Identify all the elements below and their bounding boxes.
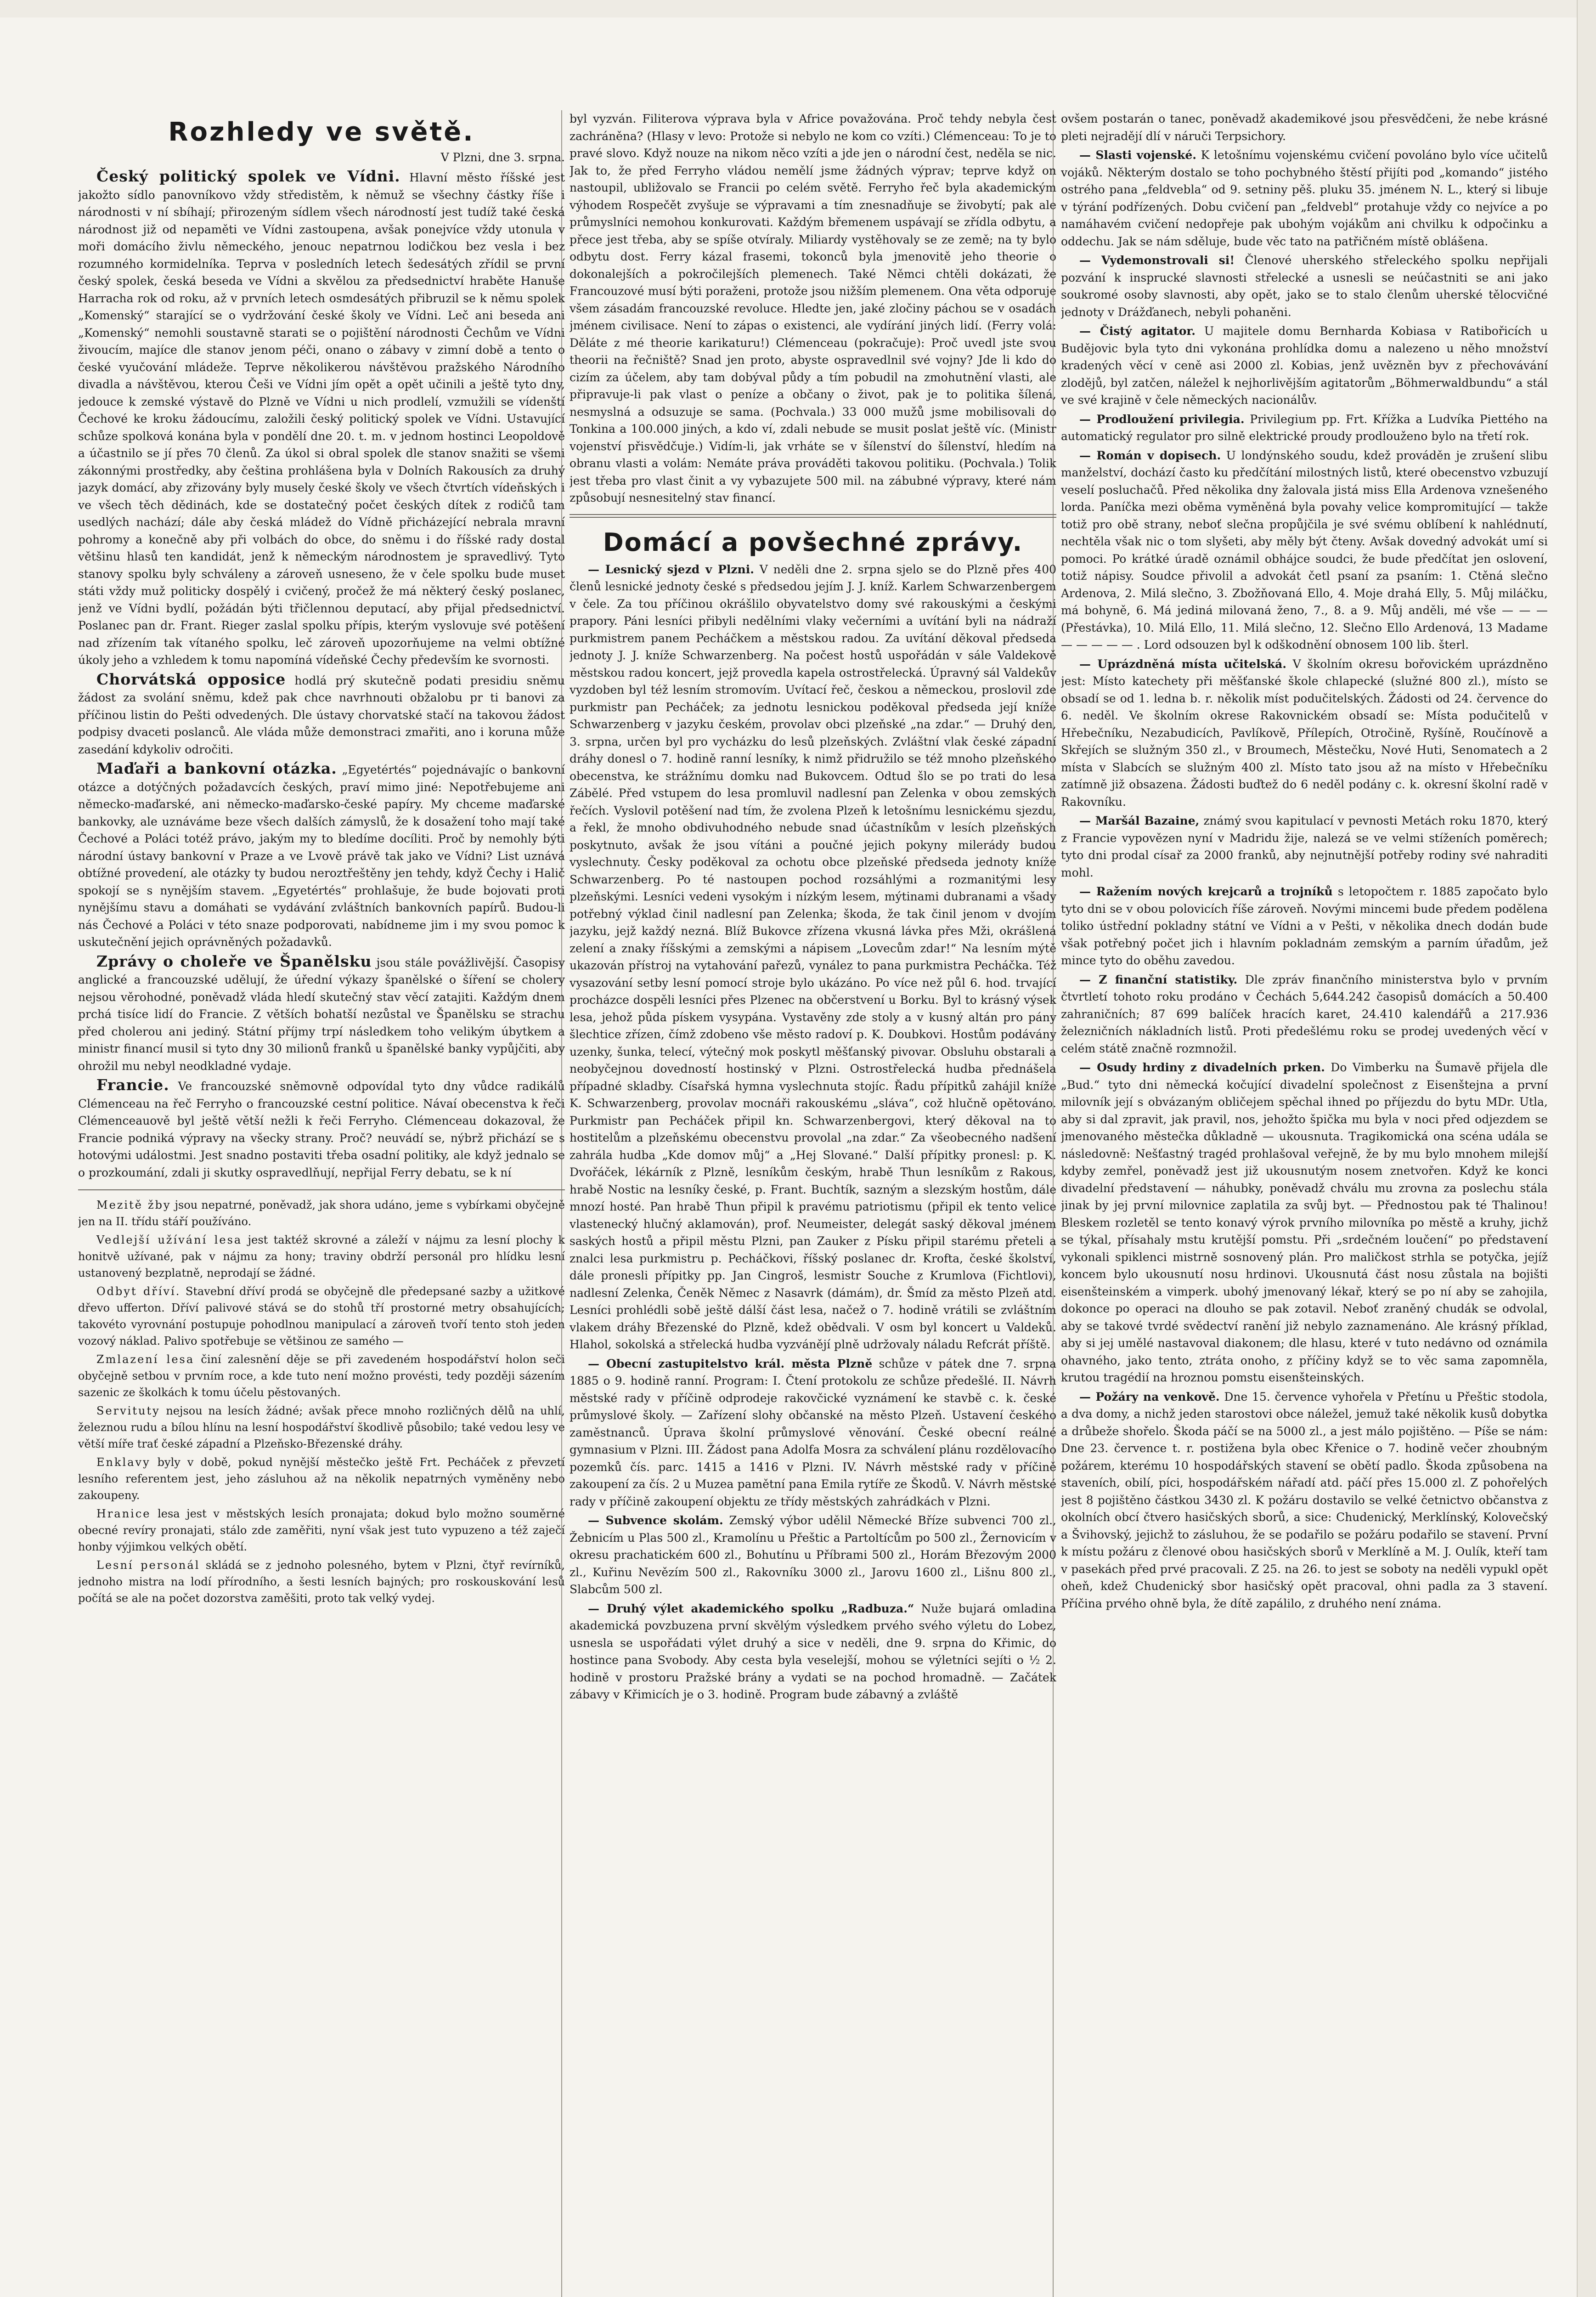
article-headline: — Osudy hrdiny z divadelních prken. <box>1079 1061 1325 1074</box>
article-paragraph <box>78 1232 565 1281</box>
article-headline: — Z finanční statistiky. <box>1079 973 1238 986</box>
article-body: V školním okresu bořovickém uprázdněno jest: Místo katechety při měšťanské škole chlapecké (služné 800 zl.), místo se obsadí se od 1. ledna b. r. několik míst podučitelských. Žádosti od 24. července do 6. neděl. Ve školním okrese Rakovnickém obsadí se: Místa podučitelů v Hřebečníku, Nezabudicích, Pavlíkově, Přílepích, Otročině, Ryšíně, Roučínově a Skřejích se služným 350 zl., v Broumech, Městečku, Nové Huti, Senomatech a 2 místa v Slabcích se služným 400 zl. Místo tato jsou až na místo v Hřebečníku zatímně již obsazena. Žádosti buďtež do 6 neděl podány c. k. okresní školní radě v Rakovníku. <box>1061 657 1548 809</box>
article-body: U majitele domu Bernharda Kobiasa v Ratibořicích u Budějovic byla tyto dni vykonána prohlídka domu a nalezeno u něho množství kradených věcí v ceně asi 2000 zl. Kobias, jenž uvězněn byv z přechovávání zlodějů, byl zatčen, náležel k nejhorlivějším agitatorům „Böhmerwaldbundu“ a stál ve své krajině v čele německých nacionálův. <box>1061 324 1548 407</box>
article-paragraph <box>1061 411 1548 445</box>
article-headline: Enklavy <box>96 1456 151 1469</box>
article-paragraph <box>570 1600 1056 1703</box>
article-paragraph <box>78 1076 565 1181</box>
article-headline: — Obecní zastupitelstvo král. města Plzně <box>588 1357 873 1370</box>
article-headline: Mezitě žby <box>96 1199 171 1211</box>
article-headline: — Román v dopisech. <box>1079 448 1221 462</box>
article-body: Do Vimberku na Šumavě přijela dle „Bud.“ tyto dni německá kočující divadelní společnost z Eisenštejna a první milovník její s obvázaným obličejem spěchal ihned po příjezdu do bytu MDr. Utla, aby si dal zpravit, jak pravil, nos, jehožto špička mu byla v noci před odjezdem se jmenovaného městečka důkladně — ukousnuta. Tragikomická ona scéna udála se následovně: Nešťastný tragéd prohlašoval veřejně, že by mu bylo mnohem milejší kdyby zemřel, poněvadž jest již ukousnutým nosem znetvořen. Když ke konci divadelní představení — náhubky, poněvadž chválu mu zrovna za poslechu stála jinak by jej první milovnice zaplatila za svůj byt. — Přednostou pak té Thalinou! Bleskem rozletěl se tento konavý výrok prvního milovníka po městě a kruhy, jichž se týkal, přísahaly mstu krutější pomstu. Při „srdečném loučení“ po představení vykonali spiklenci mistrně sosnovený plán. Pro maličkost strhla se potyčka, jejíž koncem bylo ukousnutí nosu hrdinovi. Ukousnutá část nosu zůstala na bojišti eisenšteinském a vimperk. ubohý jmenovaný lékař, který se po ní aby se zahojila, dokonce po operaci na dlouho se pak zotavil. Neboť zraněný chudák se odvolal, aby se takové tvrdé svědectví ranění již nebylo zaznamenáno. Ale krásný příklad, aby si jej umělé nastavoval diakonem; dle hlasu, které v tuto nedávno od oznámila ohavného, jako tento, ztráta onoho, z příčiny když se to věc sama zapomněla, krutou tragédií na hroznou pomstu eisenšteinských. <box>1061 1061 1548 1384</box>
article-body: Dne 15. července vyhořela v Přetínu u Přeštic stodola, a dva domy, a nichž jeden starostovi obce náležel, jemuž také několik kusů dobytka a drůbeže shořelo. Škoda páčí se na 5000 zl., a jest málo pojištěno. — Píše se nám: Dne 23. července t. r. postižena byla obec Křenice o 7. hodině večer zhoubným požárem, kterému 10 hospodářských stavení se obětí padlo. Škoda způsobena na staveních, obilí, píci, hospodářském nářadí atd. páčí přes 15.000 zl. Z pohořelých jest 8 pojištěno částkou 3430 zl. K požáru dostavilo se velké četnictvo občanstva z okolních obcí čtvero hasičských sborů, a sice: Chudenický, Merklínský, Kolovečský a Švihovský, jejichž to zásluhou, že se podařilo se požáru podařilo se stavení. První k místu požáru z členové obou hasičských sborů v Merklíně a M. J. Oulík, kteří tam v pasekách před prvé pracovali. Z 25. na 26. to jest se soboty na neděli vypukl opět oheň, kdež Chudenický sbor hasičský opět pracoval, ohni padla za 3 stavení. Příčina prvého ohně byla, že dítě zapálilo, z druhého není známa. <box>1061 1390 1548 1610</box>
article-paragraph <box>1061 812 1548 881</box>
article-headline: — Slasti vojenské. <box>1079 148 1196 162</box>
article-headline: — Uprázdněná místa učitelská. <box>1079 657 1286 671</box>
article-headline: Odbyt dříví. <box>96 1285 181 1298</box>
article-body: Dle zpráv finančního ministerstva bylo v prvním čtvrtletí tohoto roku prodáno v Čechách 5,644.242 časopisů domácích a 50.400 zahraničních; 87 699 balíček hracích karet, 24.410 kalendářů a 217.936 železničních nákladních listů. Proti předešlému roku se prodej uvedených věcí v celém státě značně rozmnožil. <box>1061 973 1548 1055</box>
article-headline: — Druhý výlet akademického spolku „Radbuza.“ <box>588 1601 914 1615</box>
col1-notices <box>78 1197 565 1607</box>
col2-articles <box>570 561 1056 1703</box>
article-paragraph <box>1061 1388 1548 1612</box>
article-paragraph <box>78 671 565 758</box>
column-separator <box>78 1189 565 1190</box>
article-headline: Chorvátská opposice <box>96 670 286 688</box>
article-paragraph <box>1061 1059 1548 1386</box>
article-paragraph <box>1061 252 1548 321</box>
article-body: hodlá prý skutečně podati presidiu sněmu žádost za svolání sněmu, kdež pak chce navrhnouti obžalobu pr ti banovi za příčinou listin do Pešti odvedených. Dle ústavy chorvatské stačí na takovou žádost podpisy dvaceti poslanců. Ale vláda může demonstraci zmařiti, ano i koruna může zasedání kdykoliv odročiti. <box>78 673 565 756</box>
article-body: jsou stále povážlivější. Časopisy anglické a francouzské udělují, že úřední výkazy španělské o šíření se cholery nejsou věrohodné, poněvadž vláda hledí skutečný stav věcí zatajiti. Každým dnem prchá tisíce lidí do Francie. Z větších bohatší nezůstal ve Španělsku se strachu před cholerou ani jediný. Státní příjmy trpí následkem toho velikým úbytkem a ministr financí musil si tyto dny 30 milionů franků u španělské banky vypůjčiti, aby ohrožil mu nebyl neodkladné vydaje. <box>78 956 565 1073</box>
column-2 <box>570 110 1056 2297</box>
dateline: V Plzni, dne 3. srpna. <box>440 151 565 164</box>
article-paragraph <box>78 168 565 669</box>
article-paragraph <box>570 1355 1056 1511</box>
article-body: schůze v pátek dne 7. srpna 1885 o 9. hodině ranní. Program: I. Čtení protokolu ze schůze předešlé. II. Návrh městské rady v příčině odprodeje rakovčické vyznámení ke stavbě c. k. české průmyslové školy. — Zařízení slohy občanské na město Plzeň. Ustavení českého zaměstnanců. Úprava školní průmyslové věnování. České obecní reálné gymnasium v Plzni. III. Žádost pana Adolfa Mosra za schválení plánu rozdělovacího pozemků čís. parc. 1415 a 1416 v Plzni. IV. Návrh městské rady v příčině zakoupení za čís. 2 u Muzea pamětní pana Emila rytíře ze Škodů. V. Návrh městské rady v příčině zakoupení objektu ze třídy městských zahrádkách v Plzni. <box>570 1357 1056 1508</box>
page-right-edge <box>1577 0 1596 2297</box>
article-paragraph <box>78 1283 565 1349</box>
article-headline: Vedlejší užívání lesa <box>96 1233 243 1246</box>
col1-articles <box>78 168 565 1181</box>
continued-text: byl vyzván. Filiterova výprava byla v Africe považována. Proč tehdy nebyla čest zachráněna? (Hlasy v levo: Protože si nebylo ne kom co vzíti.) Clémenceau: To je to pravé slovo. Když nouze na nikom něco vzíti a jde jen o národní čest, neděla se nic. Jak to, že před Ferryho vládou nemělí jsme žádných výprav; teprve když on nastoupil, ubližovalo se Francii po celém světě. Ferryho řeč byla akademickým výhodem Rospečět zvyšuje se výpravami a tím znesnadňuje se živobytí; pak ale průmyslníci nemohou konkurovati. Každým břemenem uspávají se zřídla odbytu, a přece jest třeba, aby se spíše otvíraly. Miliardy vystěhovaly se ze země; na ty bylo odbytu dost. Ferry kázal frasemi, tokonců byla jmenovitě jeho theorie o dokonalejších a pokročilejších plemenech. Také Němci chtěli dokázati, že Francouzové musí býti poraženi, protože jsou nižším plemenem. Ona věta odporuje všem zásadám francouzské revoluce. Hledte jen, jaké zločiny páchou se v osadách jménem civilisace. Není to zápas o existenci, ale vydírání jiných lidí. (Ferry volá: Děláte z mé theorie karikaturu!) Clémenceau (pokračuje): Proč uvedl jste svou theorii na řečniště? Snad jen proto, abyste ospravedlnil své vojny? Jde li kdo do cizím za účelem, aby tam dobýval půdy a tím pobudil na zmohutnění vlasti, ale připravuje-li pak vlast o peníze a občany o život, pak je to politika šílená, nesmyslná a odsuzuje se sama. (Pochvala.) 33 000 mužů jsme mobilisovali do Tonkina a 100.000 jiných, a kdo ví, zdali nebude se musit poslat ještě víc. (Ministr vojenství přisvědčuje.) Vidím-li, jak vrháte se v šílenství do šílenství, hledím na obranu vlasti a volám: Nemáte práva prováděti takovou politiku. (Pochvala.) Tolik jest třeba pro vlast činit a vy vybazujete 500 mil. na zábubné výpravy, které nám způsobují nesnesitelný stav financí. <box>570 112 1056 504</box>
article-headline: — Maršál Bazaine, <box>1079 814 1200 827</box>
article-paragraph <box>78 1197 565 1230</box>
article-headline: Hranice <box>96 1507 151 1520</box>
article-body: činí zalesnění děje se při zavedeném hospodářství holon seči obyčejně setbou v prvním roce, a kde tuto není možno provésti, tedy později sázením sazenic ze školkách k tomu účelu pěstovaných. <box>78 1353 565 1399</box>
article-body: Členové uherského střeleckého spolku nepřijali pozvání k insprucké slavnosti střelecké a usnesli se neúčastniti se ani jako soukromé osoby slavnosti, aby opět, jako se to stalo členům uherské tělocvičné jednoty v Drážďanech, nebyli pohaněni. <box>1061 254 1548 319</box>
continued-text: ovšem postarán o tanec, poněvadž akademikové jsou přesvědčeni, že nebe krásné pleti nejradějí dlí v náruči Terpsichory. <box>1061 112 1548 143</box>
article-body: Nuže bujará omladina akademická povzbuzena první skvělým výsledkem prvého svého výletu do Lobez, usnesla se uspořádati výlet druhý a sice v neděli, dne 9. srpna do Křimic, do hostince pana Svobody. Aby cesta byla veselejší, mohou se výletníci sejíti o ½ 2. hodině v prostoru Pražské brány a vydati se na pochod hromadně. — Začátek zábavy v Křimicích je o 3. hodině. Program bude zábavný a zvláště <box>570 1601 1056 1701</box>
article-paragraph <box>78 760 565 951</box>
article-paragraph <box>1061 883 1548 969</box>
article-paragraph <box>78 1403 565 1452</box>
article-paragraph <box>78 1557 565 1607</box>
article-headline: Servituty <box>96 1404 160 1417</box>
article-headline: — Prodloužení privilegia. <box>1079 412 1245 426</box>
article-paragraph <box>78 953 565 1075</box>
article-headline: Zprávy o choleře ve Španělsku <box>96 952 372 970</box>
article-body: lesa jest v městských lesích pronajata; dokud bylo možno souměrné obecné revíry pronajati, stálo zde zaměřiti, nyní však jest tuto vypuzeno a též zaječí honby výjimkou velkých obětí. <box>78 1507 565 1553</box>
article-headline: — Ražením nových krejcarů a trojníků <box>1079 885 1333 898</box>
article-body: „Egyetértés“ pojednávajíc o bankovní otázce a dotýčných požadavcích českých, praví mimo jiné: Nepotřebujeme ani německo-maďarské, ani německo-maďarsko-české papíry. My chceme maďarské bankovky, ale uznáváme beze všech dalších zámyslů, že k dosažení toho mají také Čechové a Poláci totéž právo, jakým my to bledíme docíliti. Proč by nemohly býti národní ústavy bankovní v Praze a ve Lvově právě tak jako ve Vídni? List uznává obtížné provedení, ale otázky ty budou neroztřeštěny jen tehdy, když Čechy i Halič spokojí se s nynějším stavem. „Egyetértés“ prohlašuje, že bude bojovati proti nynějšímu stavu a domáhati se vydávání zvláštních bankovních papírů. Budou-li nás Čechové a Poláci v této snaze podporovati, nabídneme jim i my svou pomoc k uskutečnění jejich oprávněných požadavků. <box>78 763 565 949</box>
article-body: Ve francouzské sněmovně odpovídal tyto dny vůdce radikálů Clémenceau na řeč Ferryho o francouzské cestní politice. Návaí obecenstva k řeči Clémenceauově byl ještě větší nežli k řeči Ferryho. Clémenceau dokazoval, že Francie podniká výpravy na všecky strany. Proč? neuvádí se, nýbrž přichází se s hotovými událostmi. Jest snadno postaviti třeba osadní politiky, ale když jednalo se o prozkoumání, zdali ji skutky ospravedlňují, nepřijal Ferry debatu, se k ní <box>78 1080 565 1179</box>
article-body: skládá se z jednoho polesného, bytem v Plzni, čtyř revírníků, jednoho mistra na lodí přírodního, a šesti lesních bajných; pro roskouskování lesů počítá se ale na počet dozorstva zaměšiti, proto tak velký vydej. <box>78 1559 565 1605</box>
article-headline: — Požáry na venkově. <box>1079 1390 1220 1403</box>
article-paragraph <box>570 1512 1056 1598</box>
article-paragraph <box>1061 656 1548 811</box>
article-body: K letošnímu vojenskému cvičení povoláno bylo více učitelů vojáků. Některým dostalo se toho pochybného štěstí přijíti pod „komando“ jistého ostrého pana „feldvebla“ od 9. setniny pěš. pluku 35. jménem N. L., který si libuje v týrání podřízených. Dobu cvičení pan „feldvebl“ protahuje vždy co nejvíce a po namáhavém cvičení nedopřeje pak ubohým vojákům ani chvilku k odpočinku a oddechu. Jak se nám sděluje, bude věc tato na patřičném místě oblášena. <box>1061 148 1548 248</box>
page-top-edge <box>0 0 1596 17</box>
article-body: byly v době, pokud nynější městečko ještě Frt. Pecháček z převzetí lesního referentem jest, jeho zásluhou až na několik nepatrných vyměněny nebo zakoupeny. <box>78 1456 565 1502</box>
section-title: Domácí a povšechné zprávy. <box>603 527 1023 557</box>
article-body: U londýnského soudu, kdež prováděn je zrušení slibu manželství, dochází často ku předčítání milostných listů, které obecenstvo vzbuzují veselí posluchačů. Před několika dny žalovala jistá miss Ella Ardenova vznešeného lorda. Paníčka mezi oběma vyměněná byla povahy velice kompromitující — takže totiž pro obě strany, neboť slečna propůjčila je své svému oblíbení k nahlédnutí, nechtěla však nic o tom slyšeti, aby měly být čteny. Avšak dovedný advokát umí si pomoci. Po krátké úradě oznámil obhájce soudci, že bude předčítat jen oslovení, totiž nápisy. Soudce přivolil a advokát četl psaní za psaním: 1. Ctěná slečno Ardenova, 2. Milá slečno, 3. Zbožňovaná Ello, 4. Moje drahá Elly, 5. Můj miláčku, má bohyně, 6. Má jediná milovaná ženo, 7., 8. a 9. Můj anděli, mé vše — — — (Přestávka), 10. Milá Ello, 11. Milá slečno, 12. Slečno Ello Ardenová, 13 Madame — — — — — . Lord odsouzen byl k odškodnění obnosem 100 lib. šterl. <box>1061 448 1548 651</box>
article-headline: Francie. <box>96 1076 169 1094</box>
article-paragraph <box>78 1505 565 1555</box>
article-body: V neděli dne 2. srpna sjelo se do Plzně přes 400 členů lesnické jednoty české s předsedou jejím J. J. kníž. Karlem Schwarzenbergem v čele. Za tou příčinou okrášlilo obyvatelstvo domy své rakouskými a českými prapory. Páni lesníci přibyli nedělními vlaky večerními a uvítání byli na nádraží purkmistrem panem Pecháčkem a městskou radou. Za uvítání děkoval předseda jednoty J. J. kníže Schwarzenberg. Na počest hostů uspořádán v sále Valdekově městskou radou koncert, jejž provedla kapela ostrostřelecká. Úpravný sál Valdekův vyzdoben byl též lesním stromovím. Uvítací řeč, českou a německou, proslovil zde purkmistr pan Pecháček; za jednotu lesnickou poděkoval předseda její kníže Schwarzenberg v jazyku českém, provolav obci plzeňské „na zdar.“ — Druhý den, 3. srpna, určen byl pro vycházku do lesů plzeňských. Zvláštní vlak české západní dráhy donesl o 7. hodině ranní lesníky, k nimž přidružilo se též mnoho plzeňského obecenstva, ke strážnímu domku nad Bukovcem. Odtud šlo se po trati do lesa Zábělé. Před vstupem do lesa promluvil nadlesní pan Zelenka v obou zemských řečích. Vyslovil potěšení nad tím, že zvolena Plzeň k letošnímu lesnickému sjezdu, a řekl, že mnoho obdivuhodného nebude snad účastníkům v lesích plzeňských poskytnuto, avšak že jsou vítáni a poučné jejich pokyny milerády budou vyslechnuty. Česky poděkoval za ochotu obce plzeňské předseda jednoty kníže Schwarzenberg. Po té nastoupen pochod rozsáhlými a rozmanitými lesy plzeňskými. Lesníci vedeni vysokým i nízkým lesem, mýtinami dubranami a všady potřebný výklad činil nadlesní pan Zelenka; škoda, že tak činil jenom v dvojím jazyku, jejž každý nezná. Blíž Bukovce zřízena vkusná lávka přes Mži, okrášlená zelení a znaky říšskými a zemskými a nápisem „Lovecům zdar!“ Na lesním mýtě ukazován přístroj na vytahování pařezů, vynález to pana purkmistra Pecháčka. Též vysazování setby lesní pomocí stroje bylo ukázáno. Po více než půl 6. hod. trvající procházce dospěli lesníci přes Plzenec na občerstvení u Borku. Byl to krásný výsek lesa, jehož půda pískem vysypána. Vystavěny zde stoly a v kusný altán pro pány šlechtice zřízen, čímž zdobeno vše město radoví p. K. Doubkovi. Hostům podávány uzenky, šunka, telecí, výtečný mok poskytl měšťanský pivovar. Obsluhu obstarali a neobyčejnou dovedností hostinský v Plzni. Ostrostřelecká hudba přednášela případné skladby. Císařská hymna vyslechnuta stojíc. Řadu přípitků zahájil kníže K. Schwarzenberg, provolav mocnáři rakouskému „sláva“, což hlučně opětováno. Purkmistr pan Pecháček připil kn. Schwarzenbergovi, který děkoval na to hostitelům a plzeňskému obecenstvu provolal „na zdar.“ Za všeobecného nadšení zahrála hudba „Kde domov můj“ a „Hej Slované.“ Další přípitky pronesl: p. K. Dvořáček, lékárník z Plzně, lesníkům českým, hrabě Thun lesníkům z Rakous, hrabě Nostic na lesníky české, p. Frant. Buchtík, sazným a slezským hostům, dále mnozí hosté. Pan hrabě Thun připil k pravému patriotismu (připil ek tento velice vlastenecký hlučný aklamován), prof. Neumeister, delegát saský děkoval jménem saských hostů a připil městu Plzni, pan Zauker z Písku připil starému přeteli a znalci lesa purkmistru p. Pecháčkovi, říšský poslanec dr. Krofta, české školství, dále pronesli přípitky pp. Jan Cingroš, lesmistr Souche z Krumlova (Fichtlovi), nadlesní Zelenka, Čeněk Němec z Nasavrk (dámám), dr. Šmíd za město Plzeň atd. Lesníci prohlédli sobě ještě dálší část lesa, načež o 7. hodině vrátili se zvláštním vlakem dráhy Březenské do Plzně, kdež obědvali. V osm byl koncert u Valdeků. Hlahol, sokolská a střelecká hudba vyzvánějí plně udržovaly náladu Refcrát příště. <box>570 562 1056 1351</box>
article-paragraph <box>570 561 1056 1353</box>
section-separator <box>570 514 1056 518</box>
article-headline: — Čistý agitator. <box>1079 324 1196 338</box>
column-1 <box>78 110 565 2297</box>
article-paragraph <box>1061 971 1548 1058</box>
article-body: nejsou na lesích žádné; avšak přece mnoho rozličných dělů na uhlí, železnou rudu a bílou hlínu na lesní hospodářství škodlivě působilo; také vedou lesy ve větší míře trať české západní a Plzeňsko-Březenské dráhy. <box>78 1404 565 1450</box>
article-paragraph <box>78 1454 565 1504</box>
article-body: Zemský výbor udělil Německé Bříze subvenci 700 zl., Žebnicím u Plas 500 zl., Kramolínu u Přeštic a Partoltícům po 500 zl., Žernovicím v okresu prachatickém 600 zl., Bohutínu u Příbrami 500 zl., Horám Březovým 2000 zl., Kuřinu Nevězím 500 zl., Rakovníku 3000 zl., Jarovu 1600 zl., Lišnu 800 zl., Slabcům 500 zl. <box>570 1514 1056 1596</box>
article-paragraph <box>1061 147 1548 250</box>
col3-articles <box>1061 147 1548 1612</box>
section-masthead: Rozhledy ve světě. <box>168 117 475 147</box>
article-headline: — Lesnický sjezd v Plzni. <box>588 562 754 576</box>
article-body: jest taktéž skrovné a záleží v nájmu za lesní plochy k honitvě užívané, pak v nájmu za hony; traviny obdrží personál pro hlídku lesní ustanovený bezplatně, neprodají se žádné. <box>78 1233 565 1279</box>
article-headline: Lesní personál <box>96 1559 200 1572</box>
article-headline: — Subvence skolám. <box>588 1514 723 1527</box>
article-paragraph <box>1061 447 1548 654</box>
article-body: Privilegium pp. Frt. Křížka a Ludvíka Piettého na automatický regulator pro silně elektrické proudy prodlouženo bylo na třetí rok. <box>1061 412 1548 443</box>
article-body: Hlavní město říšské jest jakožto sídlo panovníkovo vždy středistěm, k němuž se všechny částky říše i národnosti v ní sbíhají; přirozeným sídlem všech národností jest tudíž také česká národnost již od nepaměti ve Vídni zastoupena, avšak ponejvíce vždy utonula v moři domácího živlu německého, jenouc nepatrnou lodičkou bez vesla i bez rozumného kormidelníka. Teprva v posledních letech šedesátých zřídil se první český spolek, česká beseda ve Vídni a skvělou za předsednictví hraběte Hanuše Harracha rok od roku, až v prvních letech osmdesátých přibruzil se k němu spolek „Komenský“ starající se o vydržování české školy ve Vídni. Leč ani beseda ani „Komenský“ nemohli soustavně starati se o pojištění národnosti Čechům ve Vídni živoucím, majíce dle stanov jenom péči, onano o zábavy v zimní době a tento o české vyučování mládeže. Teprve několikerou návštěvou pražského Národního divadla a návštěvou, kterou Češi ve Vídni jím opět a opět učinili a ještě tyto dny, jedouce k zemské výstavě do Plzně ve Vídni u nich prodlelí, vzmužili se vídenští Čechové ke kroku žádoucímu, založili český politický spolek ve Vídni. Ustavující schůze spolková konána byla v pondělí dne 20. t. m. v jednom hostinci Leopoldově a účastnilo se jí přes 70 členů. Za úkol si obral spolek dle stanov snažiti se všemi zákonnými prostředky, aby čeština prohlášena byla v Dolních Rakousích za druhý jazyk domácí, aby zřizovány byly musely české školy ve všech čtvrtích vídeňských i ve všech těch dědinách, kde se dostatečný počet českých dítek z rodičů tam usedlých nachází; dále aby česká mládež do Vídně přicházející nebrala mravní pohromy a konečně aby při volbách do obce, do sněmu i do říšské rady dostal většinu hlasů ten kandidát, jenž k německým národnostem je spravedlivý. Tyto stanovy spolku byly schváleny a zároveň usneseno, že v čele spolku bude muset státi vždy muž politicky dospělý i cvičený, pročež že má některý český poslanec, jenž ve Vídni bydlí, požádán býti třičlennou deputací, aby přijal předsednictví. Poslanec pan dr. Frant. Rieger zaslal spolku přípis, kterým vyslovuje své potěšení nad zřízením tak vítaného spolku, leč zároveň upozorňujeme na velmi obtížné úkoly jeho a vzhledem k tomu napomíná vídeňské Čechy především ke svornosti. <box>78 171 565 667</box>
article-body: známý svou kapitulací v pevnosti Metách roku 1870, který z Francie vypovězen nyní v Madridu žije, nalezá se ve velmi stíženích poměrech; tyto dni prodal císař za 2000 franků, aby nejnutnější potřeby rodiny své nahraditi mohl. <box>1061 814 1548 879</box>
article-body: jsou nepatrné, poněvadž, jak shora udáno, jeme s vybírkami obyčejně jen na II. třídu stáří používáno. <box>78 1199 565 1228</box>
article-headline: — Vydemonstrovali si! <box>1079 254 1235 267</box>
article-paragraph <box>1061 322 1548 409</box>
article-headline: Zmlazení lesa <box>96 1353 195 1366</box>
column-3 <box>1061 110 1548 2297</box>
article-paragraph <box>78 1351 565 1401</box>
article-body: Stavební dříví prodá se obyčejně dle předepsané sazby a užitkové dřevo ufferton. Dříví palivové stává se do stohů tří prostorné metry obsahujících; takovéto vyrovnání postupuje pohodlnou manipulací a zároveň tvoří tento stoh jeden vozový náklad. Palivo spotřebuje se většinou ze samého — <box>78 1285 565 1347</box>
article-headline: Maďaři a bankovní otázka. <box>96 759 337 777</box>
article-body: s letopočtem r. 1885 započato bylo tyto dni se v obou polovicích říše zároveň. Novými mincemi bude předem podělena toliko ústřední pokladny státní ve Vídni a v Pešti, v několika dnech dodán bude však potřebný počet jich i hlavním pokladnám zemským a parním úřadům, jež mince tyto do oběhu zavedou. <box>1061 885 1548 967</box>
article-headline: Český politický spolek ve Vídni. <box>96 167 400 185</box>
